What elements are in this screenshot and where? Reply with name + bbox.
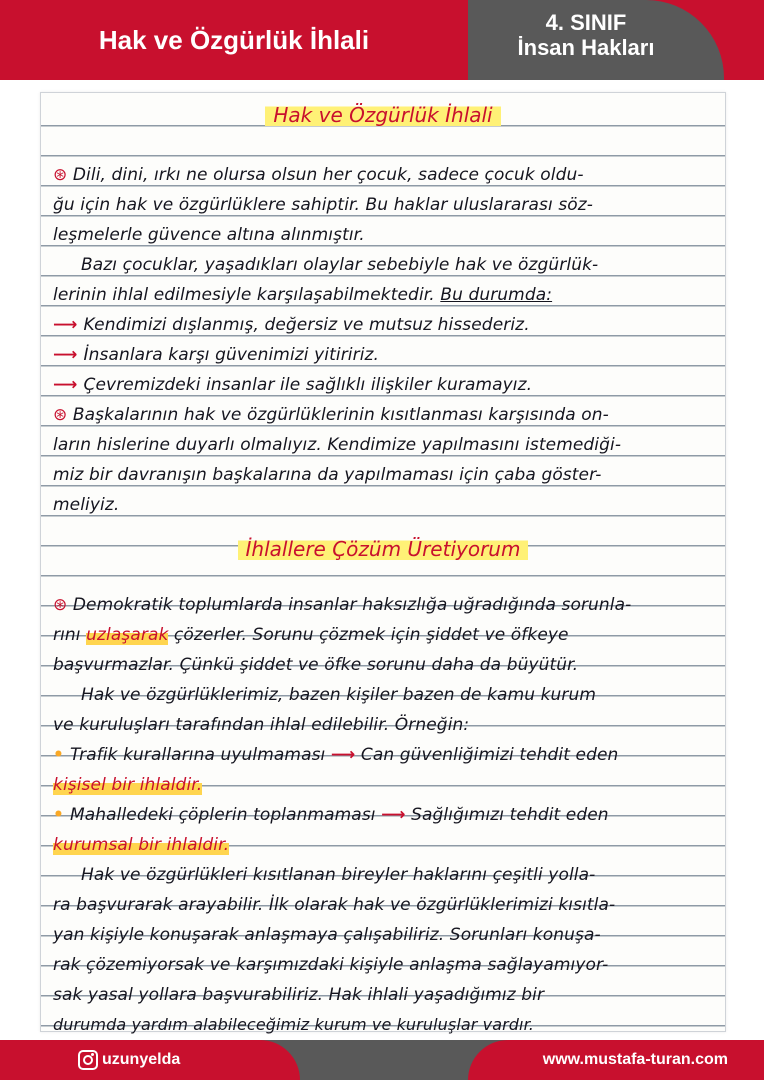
- arrow-right-icon: ⟶: [330, 745, 356, 765]
- paragraph-4-line-2: rını uzlaşarak çözerler. Sorunu çözmek için şiddet ve öfkeye: [53, 625, 569, 645]
- paragraph-3-line-1: ⊛ Başkalarının hak ve özgürlüklerinin kısıtlanması karşısında on-: [53, 405, 609, 425]
- consequence-1: ⟶ Kendimizi dışlanmış, değersiz ve mutsuz hissederiz.: [53, 315, 530, 335]
- paragraph-5-line-2: ve kuruluşları tarafından ihlal edilebilir. Örneğin:: [53, 715, 470, 735]
- in-this-case-label: Bu durumda:: [440, 285, 553, 305]
- highlighted-word: uzlaşarak: [86, 625, 169, 645]
- arrow-right-icon: ⟶: [53, 315, 84, 335]
- bullet-icon: ⊛: [53, 595, 73, 615]
- section-title: İhlallere Çözüm Üretiyorum: [41, 537, 725, 561]
- notes-title: Hak ve Özgürlük İhlali: [41, 103, 725, 127]
- instagram-handle[interactable]: uzunyelda: [0, 1040, 300, 1080]
- paragraph-6-line-5: sak yasal yollara başvurabiliriz. Hak ihlali yaşadığımız bir: [53, 985, 545, 1005]
- example-2: • Mahalledeki çöplerin toplanmaması ⟶ Sağlığımızı tehdit eden: [53, 805, 609, 825]
- notebook-page: [40, 92, 726, 1032]
- paragraph-6-line-4: rak çözemiyorsak ve karşımızdaki kişiyle anlaşma sağlayamıyor-: [53, 955, 609, 975]
- page-title: Hak ve Özgürlük İhlali: [98, 24, 370, 55]
- paragraph-5-line-1: Hak ve özgürlüklerimiz, bazen kişiler bazen de kamu kurum: [81, 685, 597, 705]
- paragraph-6-line-6: durumda yardım alabileceğimiz kurum ve kuruluşlar vardır.: [53, 1015, 534, 1034]
- arrow-right-icon: ⟶: [381, 805, 406, 825]
- instagram-icon: [78, 1050, 98, 1070]
- consequence-3: ⟶ Çevremizdeki insanlar ile sağlıklı ilişkiler kuramayız.: [53, 375, 533, 395]
- paragraph-1-line-3: leşmelerle güvence altına alınmıştır.: [53, 225, 365, 245]
- paragraph-3-line-4: meliyiz.: [53, 495, 120, 515]
- paragraph-4-line-3: başvurmazlar. Çünkü şiddet ve öfke sorunu daha da büyütür.: [53, 655, 579, 675]
- paragraph-6-line-1: Hak ve özgürlükleri kısıtlanan bireyler haklarını çeşitli yolla-: [81, 865, 596, 885]
- header-bar: [0, 0, 764, 80]
- bullet-icon: ⊛: [53, 405, 73, 425]
- paragraph-1-line-2: ğu için hak ve özgürlüklere sahiptir. Bu haklar uluslararası söz-: [53, 195, 594, 215]
- paragraph-4-line-1: ⊛ Demokratik toplumlarda insanlar haksızlığa uğradığında sorunla-: [53, 595, 632, 615]
- paragraph-6-line-2: ra başvurarak arayabilir. İlk olarak hak ve özgürlüklerimizi kısıtla-: [53, 895, 616, 915]
- bullet-dot-icon: •: [53, 745, 70, 765]
- paragraph-6-line-3: yan kişiyle konuşarak anlaşmaya çalışabiliriz. Sorunları konuşa-: [53, 925, 601, 945]
- grade-tab: [468, 0, 724, 80]
- paragraph-2-line-1: Bazı çocuklar, yaşadıkları olaylar sebebiyle hak ve özgürlük-: [81, 255, 599, 275]
- grade-label: 4. SINIF: [545, 10, 627, 35]
- arrow-right-icon: ⟶: [53, 375, 84, 395]
- example-2-tag: kurumsal bir ihlaldir.: [53, 835, 230, 855]
- example-1: • Trafik kurallarına uyulmaması ⟶ Can güvenliğimizi tehdit eden: [53, 745, 619, 765]
- subject-label: İnsan Hakları: [517, 35, 655, 60]
- example-1-tag: kişisel bir ihlaldir.: [53, 775, 203, 795]
- footer-bar: [0, 1040, 764, 1080]
- paragraph-2-line-2: lerinin ihlal edilmesiyle karşılaşabilmektedir. Bu durumda:: [53, 285, 553, 305]
- paragraph-3-line-2: ların hislerine duyarlı olmalıyız. Kendimize yapılmasını istemediği-: [53, 435, 622, 455]
- consequence-2: ⟶ İnsanlara karşı güvenimizi yitiririz.: [53, 345, 380, 365]
- paragraph-1-line-1: ⊛ Dili, dini, ırkı ne olursa olsun her çocuk, sadece çocuk oldu-: [53, 165, 584, 185]
- arrow-right-icon: ⟶: [53, 345, 84, 365]
- paragraph-3-line-3: miz bir davranışın başkalarına da yapılmaması için çaba göster-: [53, 465, 602, 485]
- bullet-dot-icon: •: [53, 805, 70, 825]
- bullet-icon: ⊛: [53, 165, 73, 185]
- website-link[interactable]: www.mustafa-turan.com: [468, 1040, 764, 1080]
